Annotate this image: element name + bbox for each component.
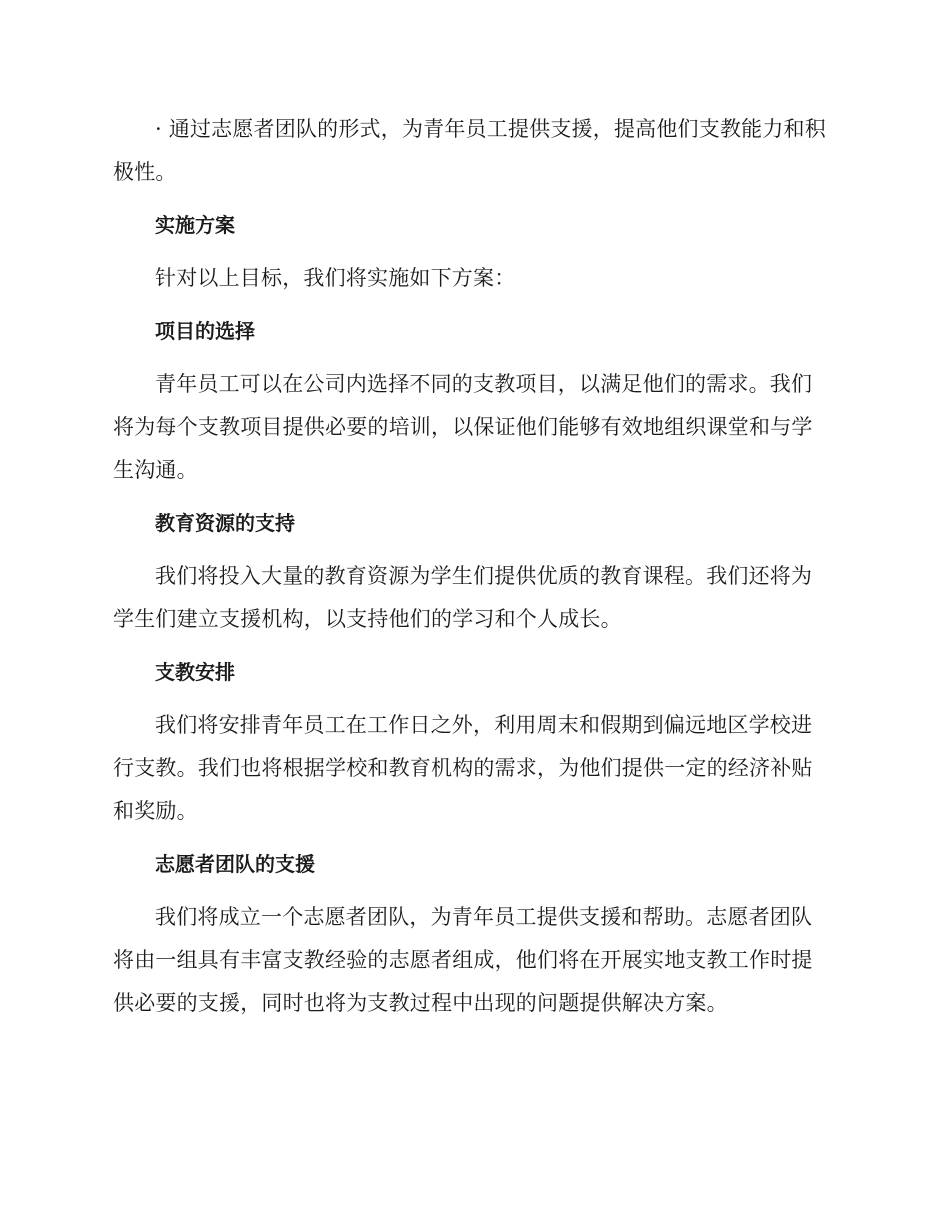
- section-body-volunteer-team: 我们将成立一个志愿者团队，为青年员工提供支援和帮助。志愿者团队将由一组具有丰富支教经验的志愿者组成，他们将在开展实地支教工作时提供必要的支援，同时也将为支教过程中出现的问题提供解决方案。: [113, 905, 813, 1015]
- section-heading-project-selection: 项目的选择: [155, 319, 255, 343]
- section-body-teaching-arrangement: 我们将安排青年员工在工作日之外，利用周末和假期到偏远地区学校进行支教。我们也将根据学校和教育机构的需求，为他们提供一定的经济补贴和奖励。: [113, 713, 813, 823]
- section-heading-teaching-arrangement: 支教安排: [155, 660, 235, 684]
- bullet-paragraph: · 通过志愿者团队的形式，为青年员工提供支援，提高他们支教能力和积极性。: [113, 117, 826, 184]
- section-heading-education-resources: 教育资源的支持: [155, 511, 295, 535]
- section-body-implementation-plan: 针对以上目标，我们将实施如下方案：: [155, 266, 516, 290]
- section-body-project-selection: 青年员工可以在公司内选择不同的支教项目，以满足他们的需求。我们将为每个支教项目提供必要的培训，以保证他们能够有效地组织课堂和与学生沟通。: [113, 372, 813, 482]
- section-heading-volunteer-team: 志愿者团队的支援: [155, 852, 315, 876]
- section-body-education-resources: 我们将投入大量的教育资源为学生们提供优质的教育课程。我们还将为学生们建立支援机构，以支持他们的学习和个人成长。: [113, 564, 813, 631]
- section-heading-implementation-plan: 实施方案: [155, 213, 235, 237]
- document-body: [113, 108, 833, 1035]
